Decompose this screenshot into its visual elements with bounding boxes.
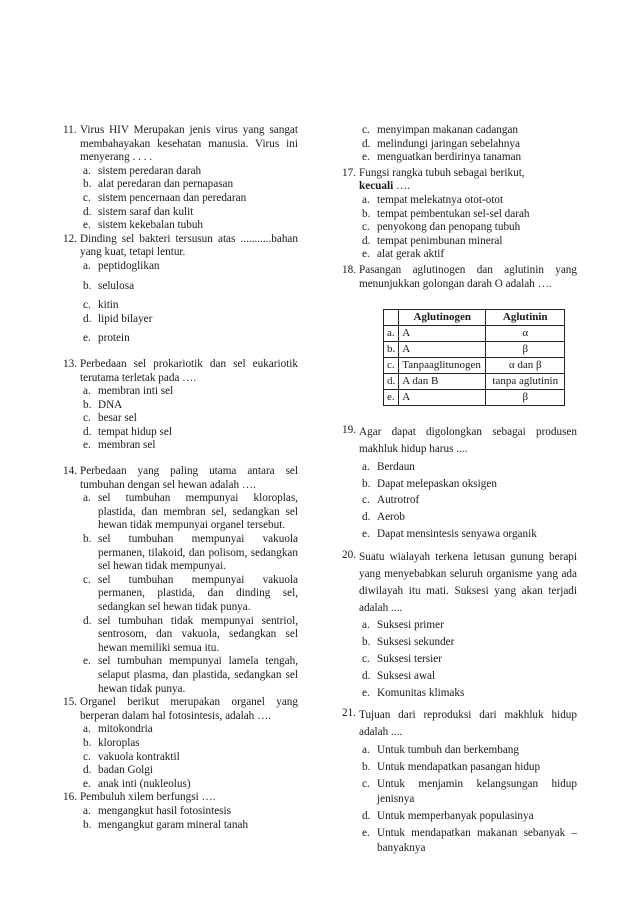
option-text: lipid bilayer — [98, 312, 153, 325]
stem-text: …. — [393, 180, 410, 193]
table-cell: b. — [384, 342, 399, 358]
table-row — [384, 326, 565, 342]
option-letter: b. — [83, 279, 92, 292]
question-body — [359, 424, 577, 543]
answer-option — [80, 399, 298, 413]
question-number: 16. — [63, 791, 77, 804]
option-letter: b. — [83, 818, 92, 831]
question-number: 21. — [342, 707, 356, 720]
question-number: 20. — [342, 548, 356, 561]
option-letter: e. — [83, 219, 91, 232]
option-text: mengangkut garam mineral tanah — [98, 818, 249, 831]
option-text: sistem peredaran darah — [98, 164, 202, 177]
question-number: 13. — [63, 357, 77, 370]
answer-option — [80, 439, 298, 453]
option-text: protein — [98, 332, 130, 345]
option-text: badan Golgi — [98, 764, 153, 777]
option-letter: b. — [83, 398, 92, 411]
option-text: mitokondria — [98, 723, 153, 736]
option-letter: c. — [83, 573, 91, 586]
option-text: sel tumbuhan mempunyai kloroplas, plastida, dan membran sel, sedangkan sel hewan tidak mempunyai organel tersebut. — [98, 492, 298, 532]
answer-option — [80, 764, 298, 778]
answer-option — [80, 737, 298, 751]
answer-option — [359, 138, 577, 152]
answer-option — [80, 819, 298, 833]
option-text: DNA — [98, 398, 123, 411]
question — [342, 167, 577, 262]
option-text: vakuola kontraktil — [98, 750, 180, 763]
table-cell: α — [486, 326, 565, 342]
question-stem: Pasangan aglutinogen dan aglutinin yang menunjukkan golongan darah O adalah …. — [359, 263, 577, 290]
table-cell: tanpa aglutinin — [486, 374, 565, 390]
option-letter: a. — [83, 804, 91, 817]
answer-option — [359, 635, 577, 650]
question — [342, 264, 577, 418]
answer-option — [80, 426, 298, 440]
answer-option — [359, 477, 577, 492]
stem-emphasis: kecuali — [359, 180, 394, 193]
question-stem: Organel berikut merupakan organel yang berperan dalam hal fotosintesis, adalah …. — [80, 696, 298, 722]
option-letter: d. — [362, 137, 371, 150]
question-stem: Dinding sel bakteri tersusun atas ...........bahan yang kuat, tetapi lentur. — [80, 232, 298, 259]
question-body — [80, 358, 298, 453]
table-cell: a. — [384, 326, 399, 342]
answer-option — [359, 618, 577, 633]
answer-option — [359, 221, 577, 235]
answer-option — [359, 760, 577, 775]
answer-option — [80, 280, 298, 294]
option-text: besar sel — [98, 412, 137, 425]
question-stem: Agar dapat digolongkan sebagai produsen makhluk hidup harus .... — [359, 426, 577, 456]
question-body — [80, 791, 298, 832]
option-text: sistem saraf dan kulit — [98, 205, 194, 218]
option-text: Untuk menjamin kelangsungan hidup jenisnya — [377, 777, 577, 805]
question-body — [80, 696, 298, 791]
answer-option — [80, 178, 298, 192]
table-cell: Tanpaaglitunogen — [399, 358, 486, 374]
option-letter: b. — [362, 477, 371, 490]
option-letter: d. — [83, 614, 92, 627]
table-cell: c. — [384, 358, 399, 374]
option-letter: e. — [362, 151, 370, 164]
answer-option — [80, 206, 298, 220]
option-letter: a. — [362, 460, 370, 473]
option-letter: b. — [362, 760, 371, 773]
answer-option — [359, 460, 577, 475]
option-letter: e. — [83, 332, 91, 345]
answer-option — [80, 615, 298, 656]
option-text: sistem kekebalan tubuh — [98, 219, 204, 232]
question — [63, 233, 298, 346]
option-letter: d. — [83, 764, 92, 777]
option-text: Untuk mendapatkan makanan sebanyak – banyaknya — [377, 826, 577, 855]
option-letter: c. — [362, 124, 370, 136]
option-letter: c. — [83, 191, 91, 204]
option-letter: d. — [362, 234, 371, 247]
left-column — [63, 124, 298, 832]
option-text: alat gerak aktif — [377, 248, 445, 261]
option-text: sel tumbuhan mempunyai vakuola permanen, plastida, dan dinding sel, sedangkan sel hewan tidak punya. — [98, 573, 298, 613]
option-letter: d. — [362, 511, 371, 524]
answer-option — [359, 686, 577, 701]
option-letter: c. — [362, 221, 370, 234]
right-column — [342, 124, 577, 857]
option-text: sel tumbuhan tidak mempunyai sentriol, sentrosom, dan vakuola, sedangkan sel hewan memiliki semua itu. — [98, 614, 298, 654]
option-letter: d. — [362, 809, 371, 822]
option-text: peptidoglikan — [98, 259, 160, 272]
option-letter: d. — [83, 425, 92, 438]
question — [342, 707, 577, 856]
option-text: sel tumbuhan mempunyai vakuola permanen, tilakoid, dan polisom, sedangkan sel hewan tidak mempunyai. — [98, 533, 298, 573]
answer-option — [359, 743, 577, 758]
option-text: tempat pembentukan sel-sel darah — [377, 207, 530, 220]
table-row — [384, 390, 565, 406]
option-text: Dapat melepaskan oksigen — [377, 477, 497, 490]
question — [63, 696, 298, 791]
option-letter: a. — [362, 619, 370, 632]
option-letter: e. — [362, 528, 370, 541]
question-stem: Perbedaan yang paling utama antara sel tumbuhan dengan sel hewan adalah …. — [80, 465, 298, 491]
option-text: kloroplas — [98, 736, 140, 749]
option-letter: e. — [83, 777, 91, 790]
option-text: Dapat mensintesis senyawa organik — [377, 528, 537, 541]
question — [63, 358, 298, 453]
option-letter: c. — [83, 412, 91, 425]
option-text: Untuk mendapatkan pasangan hidup — [377, 760, 541, 773]
answer-option — [80, 385, 298, 399]
option-letter: d. — [83, 312, 92, 325]
table-cell: A — [399, 390, 486, 406]
answer-option — [80, 412, 298, 426]
table-row — [384, 358, 565, 374]
option-text: sistem pencernaan dan peredaran — [98, 191, 247, 204]
option-letter: a. — [83, 164, 91, 177]
option-text: Untuk tumbuh dan berkembang — [377, 743, 519, 756]
table-header — [384, 310, 565, 326]
question-body — [359, 167, 577, 262]
answer-option — [359, 777, 577, 808]
stem-text: Fungsi rangka tubuh sebagai berikut, — [359, 166, 525, 179]
option-text: penyokong dan penopang tubuh — [377, 221, 521, 234]
column-header: Aglutinogen — [399, 310, 486, 326]
answer-option — [80, 751, 298, 765]
question-number: 12. — [63, 232, 77, 245]
question-stem — [359, 167, 577, 194]
table-cell: e. — [384, 390, 399, 406]
question-stem: Tujuan dari reproduksi dari makhluk hidup adalah .... — [359, 709, 577, 739]
question-stem: Perbedaan sel prokariotik dan sel eukariotik terutama terletak pada …. — [80, 357, 298, 384]
answer-option — [359, 235, 577, 249]
question — [342, 424, 577, 543]
option-letter: a. — [83, 385, 91, 398]
answer-option — [80, 778, 298, 792]
option-text: Untuk memperbanyak populasinya — [377, 809, 534, 822]
answer-option — [359, 248, 577, 262]
question-body — [359, 549, 577, 702]
option-letter: b. — [362, 207, 371, 220]
answer-option — [80, 260, 298, 274]
table-cell: β — [486, 390, 565, 406]
option-text: Berdaun — [377, 460, 415, 473]
answer-option — [359, 124, 577, 138]
question-stem: Pembuluh xilem berfungsi …. — [80, 791, 216, 804]
answer-option — [80, 655, 298, 696]
option-letter: e. — [362, 686, 370, 699]
question — [63, 791, 298, 832]
option-text: membran inti sel — [98, 385, 174, 398]
answer-option — [80, 332, 298, 346]
answer-option — [359, 493, 577, 508]
question — [342, 549, 577, 702]
answer-option — [80, 299, 298, 313]
option-letter: d. — [83, 205, 92, 218]
question — [63, 465, 298, 696]
option-text: Komunitas klimaks — [377, 686, 465, 699]
answer-option — [359, 510, 577, 525]
option-letter: e. — [83, 655, 91, 668]
option-text: tempat melekatnya otot-otot — [377, 193, 504, 206]
option-letter: a. — [83, 723, 91, 736]
agglutinin-table — [383, 309, 565, 406]
answer-option — [359, 669, 577, 684]
question — [63, 124, 298, 233]
option-text: menguatkan berdirinya tanaman — [377, 151, 522, 164]
column-header — [384, 310, 399, 326]
option-letter: b. — [83, 533, 92, 546]
option-letter: a. — [362, 193, 370, 206]
question-number: 17. — [342, 166, 356, 179]
option-text: Aerob — [377, 511, 405, 524]
option-letter: d. — [362, 669, 371, 682]
answer-option — [80, 313, 298, 327]
question-body — [80, 233, 298, 346]
option-text: membran sel — [98, 439, 156, 452]
question-body — [80, 124, 298, 233]
table-cell: β — [486, 342, 565, 358]
option-text: Suksesi tersier — [377, 652, 442, 665]
option-letter: c. — [362, 777, 370, 790]
option-letter: c. — [362, 494, 370, 507]
option-letter: e. — [362, 248, 370, 261]
option-text: Suksesi awal — [377, 669, 436, 682]
option-text: Suksesi primer — [377, 619, 444, 632]
option-letter: a. — [83, 259, 91, 272]
option-text: tempat hidup sel — [98, 425, 172, 438]
table-row — [384, 374, 565, 390]
option-letter: e. — [362, 826, 370, 839]
table-cell: α dan β — [486, 358, 565, 374]
answer-option — [359, 208, 577, 222]
answer-option — [80, 165, 298, 179]
answer-option — [80, 805, 298, 819]
option-letter: b. — [83, 178, 92, 191]
table-cell: A — [399, 326, 486, 342]
table-row — [384, 342, 565, 358]
answer-option — [359, 151, 577, 165]
answer-option — [80, 723, 298, 737]
option-text: selulosa — [98, 279, 135, 292]
answer-option — [359, 826, 577, 857]
table-cell: d. — [384, 374, 399, 390]
question-stem: Suatu wialayah terkena letusan gunung berapi yang menyebabkan seluruh organisme yang ada diwilayah itu mati. Suksesi yang akan terjadi adalah .... — [359, 550, 577, 614]
option-text: kitin — [98, 299, 119, 312]
answer-option — [359, 652, 577, 667]
option-letter: c. — [83, 299, 91, 312]
option-letter: a. — [83, 492, 91, 505]
question-body — [80, 465, 298, 696]
option-letter: b. — [362, 636, 371, 649]
question-number: 18. — [342, 263, 356, 276]
question-number: 14. — [63, 465, 77, 478]
table-cell: A dan B — [399, 374, 486, 390]
option-letter: e. — [83, 439, 91, 452]
question-body — [359, 707, 577, 856]
answer-option — [80, 574, 298, 615]
option-text: tempat penimbunan mineral — [377, 234, 503, 247]
option-letter: c. — [83, 750, 91, 763]
table-cell: A — [399, 342, 486, 358]
option-text: anak inti (nukleolus) — [98, 777, 191, 790]
question-number: 15. — [63, 696, 77, 709]
option-text: Suksesi sekunder — [377, 636, 455, 649]
answer-option — [359, 194, 577, 208]
option-text: menyimpan makanan cadangan — [377, 124, 519, 136]
continued-options — [342, 124, 577, 165]
option-text: melindungi jaringan sebelahnya — [377, 137, 520, 150]
answer-option — [80, 533, 298, 574]
answer-option — [359, 809, 577, 824]
option-text: alat peredaran dan pernapasan — [98, 178, 234, 191]
option-letter: b. — [83, 736, 92, 749]
option-text: Autrotrof — [377, 494, 420, 507]
question-stem: Virus HIV Merupakan jenis virus yang sangat membahayakan kesehatan manusia. Virus ini menyerang . . . . — [80, 124, 298, 164]
option-text: mengangkut hasil fotosintesis — [98, 804, 231, 817]
option-letter: c. — [362, 652, 370, 665]
column-header: Aglutinin — [486, 310, 565, 326]
option-letter: a. — [362, 743, 370, 756]
question-number: 19. — [342, 424, 356, 437]
option-text: sel tumbuhan mempunyai lamela tengah, selaput plasma, dan plastida, sedangkan sel hewan tidak punya. — [98, 655, 298, 695]
answer-option — [359, 527, 577, 542]
question-number: 11. — [63, 124, 77, 136]
answer-option — [80, 492, 298, 533]
question-body — [359, 264, 577, 418]
answer-option — [80, 219, 298, 233]
answer-option — [80, 192, 298, 206]
